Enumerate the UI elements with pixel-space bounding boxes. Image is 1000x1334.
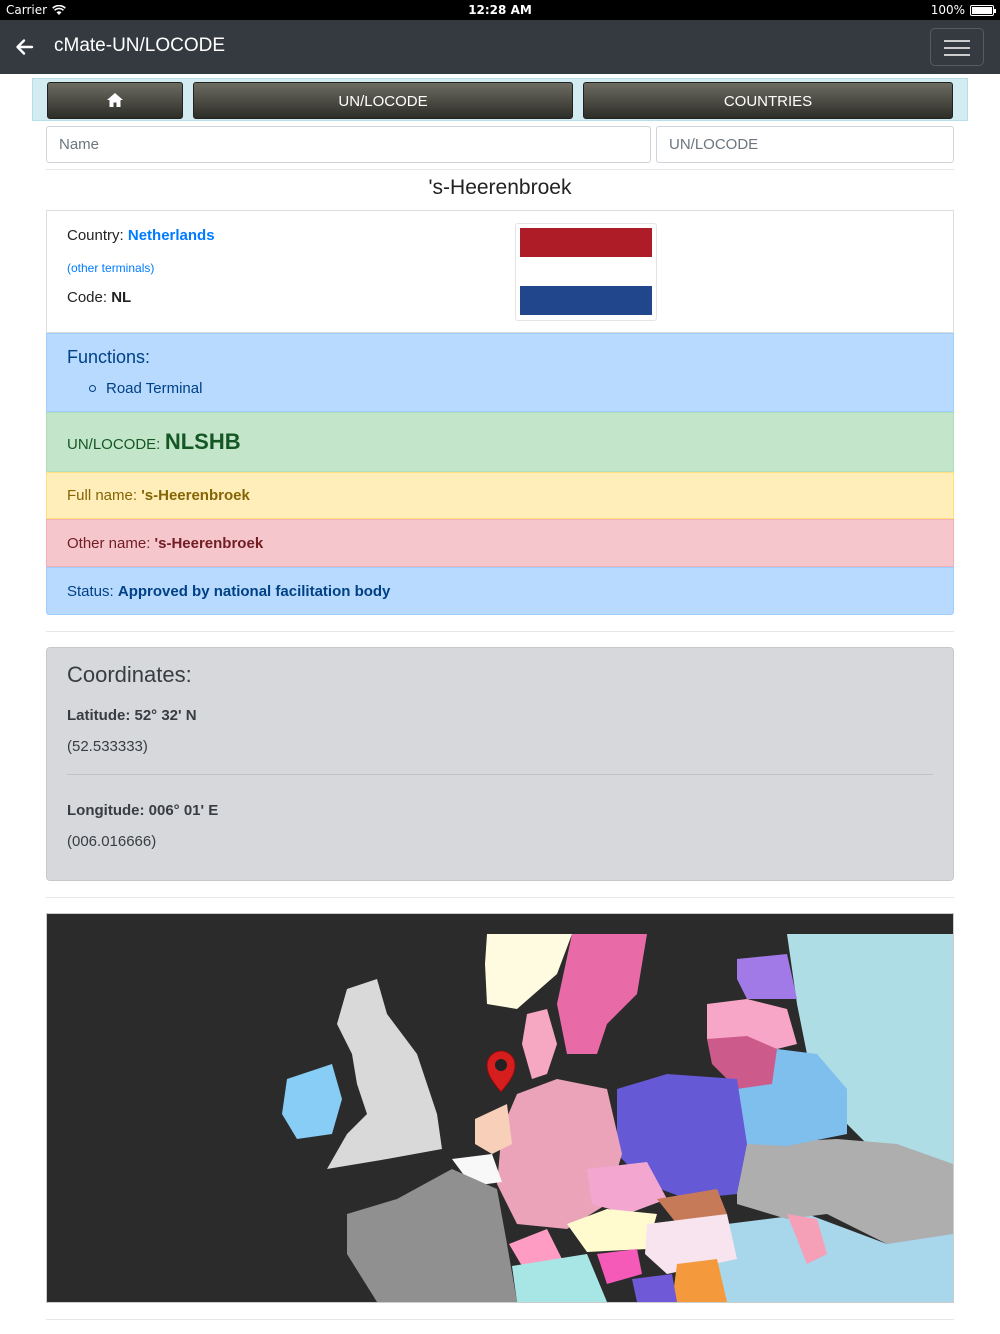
carrier-label: Carrier: [6, 3, 48, 17]
functions-heading: Functions:: [67, 347, 151, 367]
other-terminals-link[interactable]: (other terminals): [67, 261, 155, 275]
country-row: [67, 227, 215, 244]
location-title: 's-Heerenbroek: [428, 176, 572, 199]
unlocode-search-input[interactable]: UN/LOCODE: [656, 126, 954, 163]
flag-stripe-red: [520, 228, 652, 257]
country-link[interactable]: Netherlands: [127, 227, 215, 244]
function-item-label: Road Terminal: [106, 380, 203, 397]
full-name-value: 's-Heerenbroek: [141, 487, 250, 504]
coordinates-divider: [67, 774, 933, 775]
unlocode-button[interactable]: UN/LOCODE: [193, 82, 573, 119]
region-great-britain: [327, 979, 442, 1169]
countries-button[interactable]: COUNTRIES: [583, 82, 953, 119]
region-netherlands: [475, 1104, 512, 1154]
latitude-value: Latitude: 52° 32' N: [67, 707, 197, 724]
country-info-card: [46, 210, 954, 333]
functions-panel: [46, 333, 954, 412]
other-name-row: [67, 535, 263, 552]
status-label: Status:: [67, 583, 114, 600]
location-map[interactable]: [46, 913, 954, 1303]
unlocode-row: [67, 429, 241, 455]
divider: [46, 169, 954, 170]
flag-stripe-white: [520, 257, 652, 286]
back-arrow-icon[interactable]: [12, 34, 38, 60]
country-code: NL: [111, 289, 132, 306]
app-title: cMate-UN/LOCODE: [54, 35, 226, 56]
bullet-icon: [89, 385, 96, 392]
status-panel: [46, 567, 954, 615]
unlocode-value: NLSHB: [164, 429, 241, 454]
region-sweden: [557, 934, 647, 1054]
region-bosnia: [632, 1274, 677, 1302]
battery-icon: [970, 5, 994, 16]
europe-map[interactable]: [47, 914, 953, 1302]
menu-icon-bar: [944, 47, 970, 49]
status-bar: [0, 0, 1000, 20]
coordinates-heading: Coordinates:: [67, 662, 192, 687]
full-name-label: Full name:: [67, 487, 138, 504]
longitude-decimal: (006.016666): [67, 833, 157, 850]
latitude-decimal: (52.533333): [67, 738, 148, 755]
menu-icon: [944, 40, 970, 42]
region-france: [347, 1169, 517, 1302]
home-icon: [106, 92, 124, 108]
region-estonia: [737, 954, 797, 999]
unlocode-label: UN/LOCODE:: [67, 436, 161, 453]
coordinates-panel: [46, 647, 954, 881]
location-marker-icon[interactable]: [487, 1051, 515, 1092]
other-name-label: Other name:: [67, 535, 151, 552]
divider: [46, 1319, 954, 1320]
country-label: Country:: [67, 227, 124, 244]
unlocode-panel: [46, 412, 954, 472]
full-name-panel: [46, 472, 954, 519]
full-name-row: [67, 487, 250, 504]
battery-info: [931, 3, 994, 17]
divider: [46, 631, 954, 632]
region-ireland: [282, 1064, 342, 1139]
menu-icon-bar: [944, 54, 970, 56]
region-denmark: [522, 1009, 557, 1079]
status-row: [67, 583, 390, 600]
other-name-value: 's-Heerenbroek: [154, 535, 264, 552]
battery-percent: 100%: [930, 3, 965, 17]
code-label: Code:: [67, 289, 108, 306]
home-button[interactable]: [47, 82, 183, 119]
hamburger-menu-button[interactable]: [930, 28, 984, 66]
other-name-panel: [46, 519, 954, 567]
button-row: [32, 78, 968, 121]
status-value: Approved by national facilitation body: [117, 583, 391, 600]
flag-stripe-blue: [520, 286, 652, 315]
divider: [46, 897, 954, 898]
longitude-value: Longitude: 006° 01' E: [67, 802, 219, 819]
name-search-input[interactable]: Name: [46, 126, 651, 163]
navbar: [0, 20, 1000, 74]
function-item: [89, 380, 202, 397]
country-flag: [515, 223, 657, 321]
clock: 12:28 AM: [468, 3, 532, 17]
code-row: [67, 289, 131, 306]
